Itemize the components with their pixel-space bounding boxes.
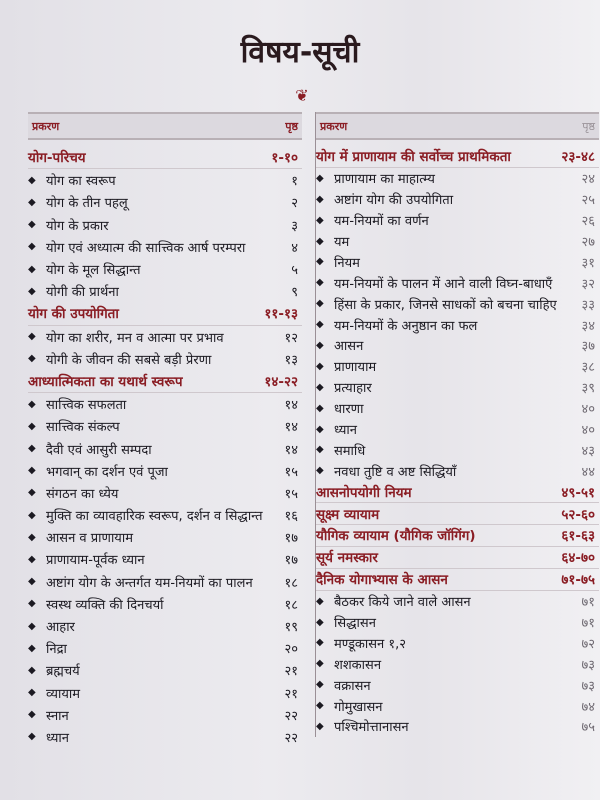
toc-entry (28, 659, 302, 681)
page-number: २६ (581, 214, 595, 230)
entry-label-wrap (316, 592, 471, 610)
entry-title: गोमुखासन (334, 699, 383, 715)
entry-title: शशकासन (334, 657, 382, 673)
page-number: ४४ (581, 464, 595, 480)
entry-label-wrap (28, 148, 86, 166)
toc-section (316, 503, 599, 525)
entry-title: आसनोपयोगी नियम (316, 484, 412, 501)
page-number: ३७ (581, 339, 595, 355)
entry-title: नियम (334, 255, 360, 271)
entry-label-wrap (316, 169, 435, 187)
entry-title: पश्चिमोत्तानासन (334, 720, 409, 736)
entry-title: सूक्ष्म व्यायाम (316, 506, 380, 523)
entry-label-wrap (28, 462, 168, 480)
entry-label-wrap (316, 253, 360, 271)
entry-title: योगी के जीवन की सबसे बड़ी प्रेरणा (46, 352, 212, 368)
entry-label-wrap (316, 190, 453, 208)
toc-entry (316, 591, 599, 612)
diamond-bullet-icon: ◆ (28, 709, 36, 721)
diamond-bullet-icon: ◆ (316, 465, 324, 477)
entry-title: मुक्ति का व्यावहारिक स्वरूप, दर्शन व सिद्धान्त (46, 509, 263, 525)
page-number: १४ (284, 442, 298, 458)
entry-label-wrap (28, 684, 80, 702)
toc-entry (316, 272, 599, 293)
diamond-bullet-icon: ◆ (316, 339, 324, 351)
toc-entry (28, 460, 302, 482)
toc-entry (316, 460, 599, 481)
entry-title: योग के तीन पहलू (46, 196, 128, 212)
entry-label-wrap (28, 728, 69, 746)
entry-title: योग में प्राणायाम की सर्वोच्च प्राथमिकता (316, 149, 511, 166)
toc-entry (316, 419, 599, 440)
entry-title: भगवान् का दर्शन एवं पूजा (46, 464, 168, 480)
diamond-bullet-icon: ◆ (316, 256, 324, 268)
toc-entry (316, 716, 599, 737)
entry-label-wrap (28, 639, 67, 657)
diamond-bullet-icon: ◆ (316, 444, 324, 456)
diamond-bullet-icon: ◆ (28, 576, 36, 588)
entry-title: समाधि (334, 443, 366, 459)
diamond-bullet-icon: ◆ (28, 420, 36, 432)
diamond-bullet-icon: ◆ (28, 263, 36, 275)
page-number: २२ (284, 730, 298, 746)
diamond-bullet-icon: ◆ (316, 277, 324, 289)
toc-entry (316, 612, 599, 633)
page-number: १-१० (271, 150, 298, 167)
entry-title: योग-परिचय (28, 150, 86, 167)
page-number: ३८ (581, 360, 595, 376)
page-number: ७१-७५ (561, 572, 595, 589)
page-column-header: पृष्ठ (582, 119, 595, 133)
toc-entry (316, 231, 599, 252)
entry-label-wrap (28, 550, 145, 568)
entry-title: अष्टांग योग के अन्तर्गत यम-नियमों का पालन (46, 575, 253, 591)
entry-label-wrap (316, 505, 379, 523)
toc-entry (316, 189, 599, 210)
toc-entry (28, 326, 302, 348)
diamond-bullet-icon: ◆ (316, 700, 324, 712)
entry-title: प्राणायाम-पूर्वक ध्यान (46, 553, 145, 569)
diamond-bullet-icon: ◆ (316, 402, 324, 414)
entry-title: यम-नियमों के अनुष्ठान का फल (334, 318, 478, 334)
toc-entry (316, 398, 599, 419)
toc-section (316, 481, 599, 503)
diamond-bullet-icon: ◆ (28, 487, 36, 499)
chapter-column-header: प्रकरण (320, 119, 348, 133)
toc-section (28, 370, 302, 393)
entry-title: योग की उपयोगिता (28, 306, 119, 323)
entry-label-wrap (28, 417, 120, 435)
page-number: ३२ (581, 276, 595, 292)
toc-entry (316, 439, 599, 460)
page-number: ७५ (581, 720, 595, 736)
page-number: १७ (284, 531, 298, 547)
entry-title: संगठन का ध्येय (46, 486, 119, 502)
page-number: ३ (291, 218, 298, 234)
floral-ornament-icon: ❦ (295, 86, 309, 105)
toc-entry (28, 280, 302, 302)
entry-title: यम-नियमों का वर्णन (334, 214, 429, 230)
diamond-bullet-icon: ◆ (28, 196, 36, 208)
toc-header (28, 112, 302, 140)
entry-label-wrap (28, 282, 119, 300)
toc-entry (28, 704, 302, 726)
page-number: २० (284, 642, 298, 658)
entry-title: आहार (46, 620, 75, 636)
page-number: २ (291, 196, 298, 212)
toc-left-column (28, 112, 302, 748)
entry-title: सात्त्विक संकल्प (46, 420, 120, 436)
toc-entry (316, 632, 599, 653)
entry-title: हिंसा के प्रकार, जिनसे साधकों को बचना चाहिए (334, 297, 557, 313)
toc-entry (316, 356, 599, 377)
toc-entry (316, 377, 599, 398)
toc-section (316, 547, 599, 569)
entry-label-wrap (316, 211, 429, 229)
diamond-bullet-icon: ◆ (28, 174, 36, 186)
diamond-bullet-icon: ◆ (28, 465, 36, 477)
toc-entry (28, 615, 302, 637)
entry-title: प्राणायाम का माहात्म्य (334, 172, 435, 188)
entry-label-wrap (316, 441, 365, 459)
entry-title: वक्रासन (334, 678, 371, 694)
page-number: ७१ (581, 595, 595, 611)
diamond-bullet-icon: ◆ (28, 285, 36, 297)
page-number: १८ (284, 597, 298, 613)
entry-label-wrap (316, 570, 448, 588)
page-number: २१ (284, 686, 298, 702)
entry-title: बैठकर किये जाने वाले आसन (334, 595, 471, 611)
diamond-bullet-icon: ◆ (316, 423, 324, 435)
page-number: २२ (284, 708, 298, 724)
diamond-bullet-icon: ◆ (316, 319, 324, 331)
entry-title: ध्यान (46, 730, 70, 746)
page-number: ४३ (581, 443, 595, 459)
page-title: विषय-सूची (240, 35, 360, 70)
page-number: ४० (581, 423, 595, 439)
entry-label-wrap (28, 484, 118, 502)
toc-entry (28, 236, 302, 258)
page-number: १ (291, 174, 298, 190)
diamond-bullet-icon: ◆ (316, 381, 324, 393)
page-number: ७३ (581, 678, 595, 694)
entry-label-wrap (316, 526, 476, 544)
entry-label-wrap (28, 706, 69, 724)
entry-title: दैनिक योगाभ्यास के आसन (316, 572, 448, 589)
toc-entry (28, 526, 302, 548)
page-number: ७४ (581, 699, 595, 715)
toc-entry (28, 169, 302, 191)
diamond-bullet-icon: ◆ (28, 598, 36, 610)
entry-label-wrap (28, 171, 116, 189)
page-number: ५ (291, 263, 298, 279)
toc-entry (28, 571, 302, 593)
page-number: ७२ (581, 636, 595, 652)
entry-title: योग एवं अध्यात्म की सात्त्विक आर्ष परम्परा (46, 240, 246, 256)
entry-label-wrap (316, 420, 357, 438)
entry-title: व्यायाम (46, 686, 81, 702)
diamond-bullet-icon: ◆ (316, 360, 324, 372)
entry-label-wrap (316, 462, 456, 480)
toc-entry (28, 548, 302, 570)
page-number: १४-२२ (264, 373, 298, 390)
page-number: २१ (284, 664, 298, 680)
toc-entry (316, 293, 599, 314)
entry-label-wrap (316, 399, 363, 417)
page-number: २५ (581, 193, 595, 209)
diamond-bullet-icon: ◆ (316, 214, 324, 226)
entry-label-wrap (316, 378, 372, 396)
page-number: ५२-६० (561, 506, 595, 523)
entry-label-wrap (28, 238, 245, 256)
entry-title: आध्यात्मिकता का यथार्थ स्वरूप (28, 373, 183, 390)
toc-entry (28, 504, 302, 526)
diamond-bullet-icon: ◆ (316, 637, 324, 649)
entry-label-wrap (28, 395, 126, 413)
entry-label-wrap (28, 528, 133, 546)
toc-list (316, 146, 599, 737)
diamond-bullet-icon: ◆ (316, 658, 324, 670)
entry-title: योग का स्वरूप (46, 174, 116, 190)
entry-label-wrap (28, 661, 80, 679)
page-number: १५ (284, 486, 298, 502)
entry-title: सात्त्विक सफलता (46, 398, 127, 414)
diamond-bullet-icon: ◆ (28, 509, 36, 521)
entry-title: योग के मूल सिद्धान्त (46, 263, 141, 279)
page-number: १३ (284, 352, 298, 368)
entry-label-wrap (28, 216, 109, 234)
toc-section (28, 302, 302, 325)
page-number: १५ (284, 464, 298, 480)
entry-label-wrap (28, 573, 253, 591)
entry-label-wrap (28, 328, 224, 346)
diamond-bullet-icon: ◆ (28, 443, 36, 455)
toc-section (316, 525, 599, 547)
diamond-bullet-icon: ◆ (316, 679, 324, 691)
toc-entry (28, 437, 302, 459)
page-number: ६४-७० (561, 550, 595, 567)
toc-entry (28, 726, 302, 748)
entry-title: प्रत्याहार (334, 381, 372, 397)
entry-title: सूर्य नमस्कार (316, 550, 378, 567)
toc-entry (316, 251, 599, 272)
entry-label-wrap (28, 304, 119, 322)
toc-entry (28, 593, 302, 615)
page-number: ४० (581, 402, 595, 418)
entry-title: मण्डूकासन १,२ (334, 636, 407, 652)
entry-title: आसन (334, 339, 364, 355)
page-number: १४ (284, 398, 298, 414)
entry-label-wrap (316, 295, 557, 313)
toc-section (316, 146, 599, 168)
page-column-header: पृष्ठ (285, 119, 298, 133)
diamond-bullet-icon: ◆ (316, 172, 324, 184)
entry-title: नवधा तुष्टि व अष्ट सिद्धियाँ (334, 464, 457, 480)
toc-entry (28, 214, 302, 236)
diamond-bullet-icon: ◆ (28, 620, 36, 632)
entry-title: यम-नियमों के पालन में आने वाली विघ्न-बाधाएँ (334, 276, 553, 292)
toc-entry (28, 415, 302, 437)
entry-label-wrap (28, 350, 211, 368)
page-number: ३४ (581, 318, 595, 334)
entry-label-wrap (28, 506, 263, 524)
toc-entry (28, 258, 302, 280)
diamond-bullet-icon: ◆ (28, 731, 36, 743)
entry-label-wrap (28, 260, 141, 278)
entry-title: आसन व प्राणायाम (46, 531, 133, 547)
toc-entry (316, 314, 599, 335)
entry-label-wrap (28, 440, 152, 458)
entry-title: योग के प्रकार (46, 218, 109, 234)
toc-entry (28, 393, 302, 415)
entry-label-wrap (316, 717, 409, 735)
diamond-bullet-icon: ◆ (28, 664, 36, 676)
toc-list (28, 146, 302, 748)
entry-title: अष्टांग योग की उपयोगिता (334, 193, 454, 209)
toc-entry (28, 348, 302, 370)
page-number: ७१ (581, 616, 595, 632)
entry-title: स्वस्थ व्यक्ति की दिनचर्या (46, 597, 164, 613)
toc-entry (28, 482, 302, 504)
page-number: १२ (284, 330, 298, 346)
entry-label-wrap (316, 548, 378, 566)
entry-label-wrap (316, 676, 371, 694)
diamond-bullet-icon: ◆ (28, 353, 36, 365)
entry-label-wrap (28, 617, 75, 635)
diamond-bullet-icon: ◆ (28, 642, 36, 654)
page-number: ४९-५१ (561, 484, 595, 501)
entry-label-wrap (316, 357, 376, 375)
entry-label-wrap (316, 336, 363, 354)
page-number: २३-४८ (561, 149, 595, 166)
entry-label-wrap (316, 147, 511, 165)
diamond-bullet-icon: ◆ (28, 553, 36, 565)
toc-entry (316, 210, 599, 231)
entry-label-wrap (316, 655, 381, 673)
entry-label-wrap (316, 316, 477, 334)
page-number: ९ (291, 285, 298, 301)
page-number: ११-१३ (264, 306, 298, 323)
chapter-column-header: प्रकरण (32, 119, 60, 133)
diamond-bullet-icon: ◆ (316, 235, 324, 247)
entry-title: प्राणायाम (334, 360, 377, 376)
entry-label-wrap (28, 193, 128, 211)
page-number: ४ (291, 240, 298, 256)
entry-title: ध्यान (334, 423, 358, 439)
page-number: २७ (581, 235, 595, 250)
page-number: ७३ (581, 657, 595, 673)
diamond-bullet-icon: ◆ (316, 298, 324, 310)
diamond-bullet-icon: ◆ (316, 720, 324, 732)
toc-entry (28, 191, 302, 213)
entry-title: ब्रह्मचर्य (46, 664, 80, 680)
entry-label-wrap (28, 595, 164, 613)
toc-entry (28, 682, 302, 704)
entry-label-wrap (316, 232, 349, 250)
entry-title: निद्रा (46, 642, 67, 658)
entry-title: सिद्धासन (334, 616, 376, 632)
diamond-bullet-icon: ◆ (28, 219, 36, 231)
toc-entry (316, 674, 599, 695)
diamond-bullet-icon: ◆ (28, 398, 36, 410)
entry-title: यौगिक व्यायाम (यौगिक जॉगिंग) (316, 528, 476, 545)
toc-entry (316, 335, 599, 356)
toc-entry (316, 653, 599, 674)
entry-title: योगी की प्रार्थना (46, 285, 119, 301)
diamond-bullet-icon: ◆ (316, 193, 324, 205)
diamond-bullet-icon: ◆ (28, 331, 36, 343)
entry-label-wrap (316, 697, 382, 715)
entry-label-wrap (28, 372, 183, 390)
page-number: २४ (581, 172, 595, 188)
toc-header (316, 112, 599, 140)
page-number: ३३ (581, 297, 595, 313)
page-number: १८ (284, 575, 298, 591)
diamond-bullet-icon: ◆ (316, 616, 324, 628)
page-number: ३१ (581, 255, 595, 271)
diamond-bullet-icon: ◆ (28, 531, 36, 543)
entry-label-wrap (316, 483, 412, 501)
toc-right-column (315, 112, 599, 737)
entry-title: यम (334, 235, 350, 250)
page-number: ६१-६३ (561, 528, 595, 545)
entry-title: स्नान (46, 708, 69, 724)
diamond-bullet-icon: ◆ (28, 687, 36, 699)
diamond-bullet-icon: ◆ (316, 595, 324, 607)
entry-title: दैवी एवं आसुरी सम्पदा (46, 442, 152, 458)
toc-entry (28, 637, 302, 659)
toc-entry (316, 168, 599, 189)
page-number: १९ (284, 620, 298, 636)
entry-label-wrap (316, 274, 552, 292)
toc-entry (316, 695, 599, 716)
diamond-bullet-icon: ◆ (28, 241, 36, 253)
page-number: ३९ (581, 381, 595, 397)
entry-label-wrap (316, 634, 406, 652)
entry-title: योग का शरीर, मन व आत्मा पर प्रभाव (46, 330, 224, 346)
page-number: १६ (284, 509, 298, 525)
toc-section (316, 569, 599, 591)
page-number: १७ (284, 553, 298, 569)
entry-title: धारणा (334, 402, 364, 418)
entry-label-wrap (316, 613, 376, 631)
toc-section (28, 146, 302, 169)
page-number: १४ (284, 420, 298, 436)
